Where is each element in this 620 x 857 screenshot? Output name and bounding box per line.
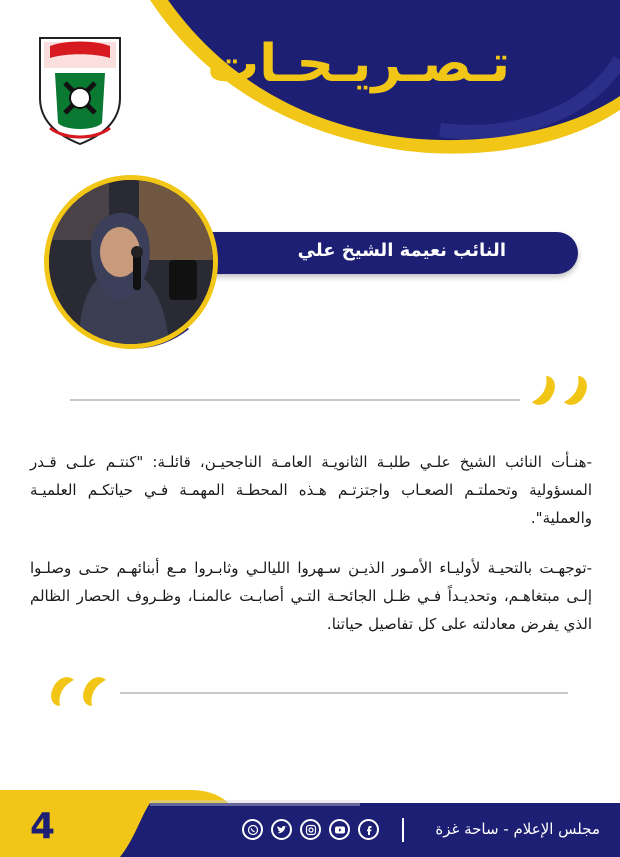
speaker-name-bar [180, 232, 578, 274]
quote-open-icon [522, 362, 592, 412]
twitter-icon[interactable] [271, 819, 292, 840]
whatsapp-icon[interactable] [242, 819, 263, 840]
organization-logo [30, 28, 130, 146]
divider-top [70, 399, 520, 401]
social-links [242, 819, 379, 840]
statement-paragraph: -توجهـت بالتحيـة لأوليـاء الأمـور الذيـن سـهروا الليالـي وثابـروا مـع أبنائهـم حتـى وصلـوا إلـى مبتغاهـم، وتحديـداً فـي ظـل الجائحـة التـي أصابـت عالمنـا، وظـروف الحصار الظالم الذي يفرض معادلته على كل تفاصيل حياتنا. [30, 559, 592, 633]
speaker-photo [44, 175, 218, 349]
statement-paragraph: -هنـأت النائب الشيخ علـي طلبـة الثانويـة العامـة الناجحيـن، قائلـة: "كنتـم علـى قـدر المسؤولية وتحملتـم الصعـاب واجتزتـم هـذه المحطـة المهمـة فـي حياتكـم العلميـة والعملية". [30, 453, 592, 527]
page-title: تـصـريـحـات [207, 34, 510, 94]
footer-divider [402, 818, 404, 842]
instagram-icon[interactable] [300, 819, 321, 840]
statement-body [30, 448, 592, 660]
footer-background [0, 778, 620, 857]
youtube-icon[interactable] [329, 819, 350, 840]
divider-bottom [120, 692, 568, 694]
quote-close-icon [46, 670, 116, 720]
page-number: 4 [30, 806, 56, 847]
facebook-icon[interactable] [358, 819, 379, 840]
footer-label: مجلس الإعلام - ساحة غزة [435, 820, 600, 838]
speaker-name: النائب نعيمة الشيخ علي [297, 240, 506, 261]
